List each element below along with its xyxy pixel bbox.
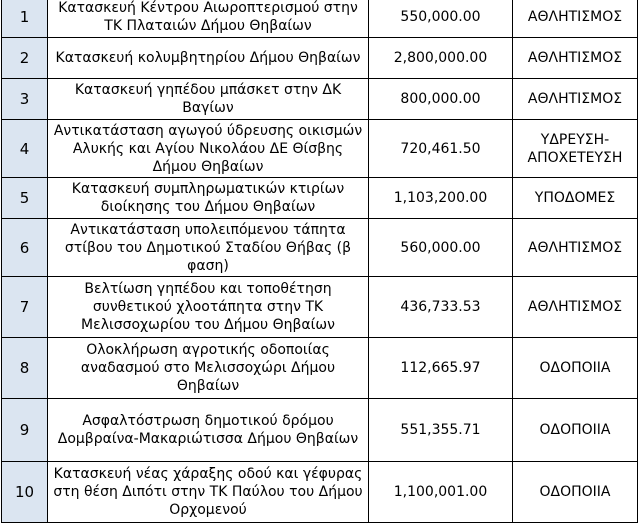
row-number: 8 <box>2 338 48 399</box>
row-number: 4 <box>2 120 48 178</box>
table-row <box>2 338 638 399</box>
project-category: ΥΔΡΕΥΣΗ-ΑΠΟΧΕΤΕΥΣΗ <box>513 120 638 178</box>
project-category: ΟΔΟΠΟΙΙΑ <box>513 462 638 523</box>
table-row <box>2 462 638 523</box>
project-category: ΑΘΛΗΤΙΣΜΟΣ <box>513 38 638 79</box>
row-number: 1 <box>2 0 48 38</box>
row-number: 9 <box>2 399 48 462</box>
table-row <box>2 399 638 462</box>
project-category: ΑΘΛΗΤΙΣΜΟΣ <box>513 277 638 338</box>
project-title: Ολοκλήρωση αγροτικής οδοποιίας αναδασμού στο Μελισσοχώρι Δήμου Θηβαίων <box>48 338 369 399</box>
project-amount: 2,800,000.00 <box>369 38 513 79</box>
table-row <box>2 79 638 120</box>
project-title: Αντικατάσταση αγωγού ύδρευσης οικισμών Αλυκής και Αγίου Νικολάου ΔΕ Θίσβης Δήμου Θηβαίων <box>48 120 369 178</box>
table-row <box>2 120 638 178</box>
project-category: ΥΠΟΔΟΜΕΣ <box>513 178 638 219</box>
project-title: Κατασκευή Κέντρου Αιωροπτερισμού στην ΤΚ Πλαταιών Δήμου Θηβαίων <box>48 0 369 38</box>
table-row <box>2 277 638 338</box>
row-number: 10 <box>2 462 48 523</box>
table-row <box>2 178 638 219</box>
project-category: ΑΘΛΗΤΙΣΜΟΣ <box>513 79 638 120</box>
project-title: Ασφαλτόστρωση δημοτικού δρόμου Δομβραίνα-Μακαριώτισσα Δήμου Θηβαίων <box>48 399 369 462</box>
project-title: Βελτίωση γηπέδου και τοποθέτηση συνθετικού χλοοτάπητα στην ΤΚ Μελισσοχωρίου του Δήμου Θηβαίων <box>48 277 369 338</box>
project-amount: 436,733.53 <box>369 277 513 338</box>
project-category: ΑΘΛΗΤΙΣΜΟΣ <box>513 0 638 38</box>
project-title: Κατασκευή κολυμβητηρίου Δήμου Θηβαίων <box>48 38 369 79</box>
row-number: 2 <box>2 38 48 79</box>
project-amount: 550,000.00 <box>369 0 513 38</box>
project-amount: 800,000.00 <box>369 79 513 120</box>
project-title: Κατασκευή συμπληρωματικών κτιρίων διοίκησης του Δήμου Θηβαίων <box>48 178 369 219</box>
project-amount: 560,000.00 <box>369 219 513 277</box>
project-amount: 1,103,200.00 <box>369 178 513 219</box>
table-row <box>2 0 638 38</box>
project-category: ΟΔΟΠΟΙΙΑ <box>513 399 638 462</box>
project-title: Αντικατάσταση υπολειπόμενου τάπητα στίβου του Δημοτικού Σταδίου Θήβας (β φαση) <box>48 219 369 277</box>
table-row <box>2 219 638 277</box>
project-title: Κατασκευή νέας χάραξης οδού και γέφυρας στη θέση Διπότι στην ΤΚ Παύλου του Δήμου Ορχομενού <box>48 462 369 523</box>
row-number: 6 <box>2 219 48 277</box>
row-number: 7 <box>2 277 48 338</box>
row-number: 5 <box>2 178 48 219</box>
table-row <box>2 38 638 79</box>
project-amount: 720,461.50 <box>369 120 513 178</box>
project-title: Κατασκευή γηπέδου μπάσκετ στην ΔΚ Βαγίων <box>48 79 369 120</box>
project-amount: 112,665.97 <box>369 338 513 399</box>
row-number: 3 <box>2 79 48 120</box>
projects-table <box>1 0 638 523</box>
project-amount: 551,355.71 <box>369 399 513 462</box>
project-category: ΟΔΟΠΟΙΙΑ <box>513 338 638 399</box>
project-amount: 1,100,001.00 <box>369 462 513 523</box>
project-category: ΑΘΛΗΤΙΣΜΟΣ <box>513 219 638 277</box>
